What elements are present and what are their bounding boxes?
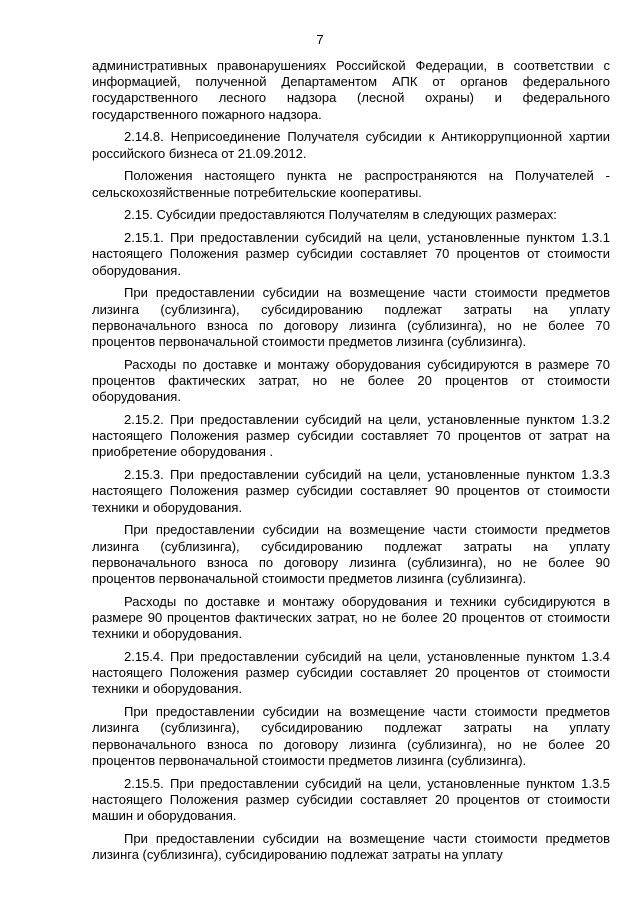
paragraph-delivery-70: Расходы по доставке и монтажу оборудования субсидируются в размере 70 процентов фактических затрат, но не более 20 процентов от стоимости оборудования. xyxy=(92,356,610,405)
paragraph-2-15-3: 2.15.3. При предоставлении субсидий на цели, установленные пунктом 1.3.3 настоящего Положения размер субсидии составляет 90 процентов от стоимости техники и оборудования. xyxy=(92,467,610,515)
paragraph-2-15-2: 2.15.2. При предоставлении субсидий на цели, установленные пунктом 1.3.2 настоящего Положения размер субсидии составляет 70 процентов от затрат на приобретение оборудования . xyxy=(92,412,610,460)
paragraph-exception: Положения настоящего пункта не распространяются на Получателей - сельскохозяйственные потребительские кооперативы. xyxy=(92,168,610,200)
paragraph-leasing-continued: При предоставлении субсидии на возмещение части стоимости предметов лизинга (сублизинга), субсидированию подлежат затраты на уплату xyxy=(92,830,610,863)
paragraph-2-15: 2.15. Субсидии предоставляются Получателям в следующих размерах: xyxy=(124,207,557,223)
document-body xyxy=(92,58,610,870)
paragraph-leasing-70: При предоставлении субсидии на возмещение части стоимости предметов лизинга (сублизинга), субсидированию подлежат затраты на уплату первоначального взноса по договору лизинга (сублизинга), но не более 70 процентов первоначальной стоимости предметов лизинга (сублизинга). xyxy=(92,285,610,350)
paragraph-2-15-4: 2.15.4. При предоставлении субсидий на цели, установленные пунктом 1.3.4 настоящего Положения размер субсидии составляет 20 процентов от стоимости техники и оборудования. xyxy=(92,649,610,697)
paragraph-delivery-90: Расходы по доставке и монтажу оборудования и техники субсидируются в размере 90 процентов фактических затрат, но не более 20 процентов от стоимости техники и оборудования. xyxy=(92,593,610,642)
page-number: 7 xyxy=(316,32,324,47)
paragraph-leasing-90: При предоставлении субсидии на возмещение части стоимости предметов лизинга (сублизинга), субсидированию подлежат затраты на уплату первоначального взноса по договору лизинга (сублизинга), но не более 90 процентов первоначальной стоимости предметов лизинга (сублизинга). xyxy=(92,522,610,587)
paragraph-2-14-8: 2.14.8. Неприсоединение Получателя субсидии к Антикоррупционной хартии российского бизнеса от 21.09.2012. xyxy=(92,129,610,161)
paragraph-2-15-1: 2.15.1. При предоставлении субсидий на цели, установленные пунктом 1.3.1 настоящего Положения размер субсидии составляет 70 процентов от стоимости оборудования. xyxy=(92,230,610,278)
paragraph-leasing-20: При предоставлении субсидии на возмещение части стоимости предметов лизинга (сублизинга), субсидированию подлежат затраты на уплату первоначального взноса по договору лизинга (сублизинга), но не более 20 процентов первоначальной стоимости предметов лизинга (сублизинга). xyxy=(92,704,610,768)
paragraph-continuation: административных правонарушениях Российской Федерации, в соответствии с информацией, полученной Департаментом АПК от органов федерального государственного лесного надзора (лесной охраны) и федерального государственного пожарного надзора. xyxy=(92,58,610,122)
paragraph-2-15-5: 2.15.5. При предоставлении субсидий на цели, установленные пунктом 1.3.5 настоящего Положения размер субсидии составляет 20 процентов от стоимости машин и оборудования. xyxy=(92,775,610,824)
